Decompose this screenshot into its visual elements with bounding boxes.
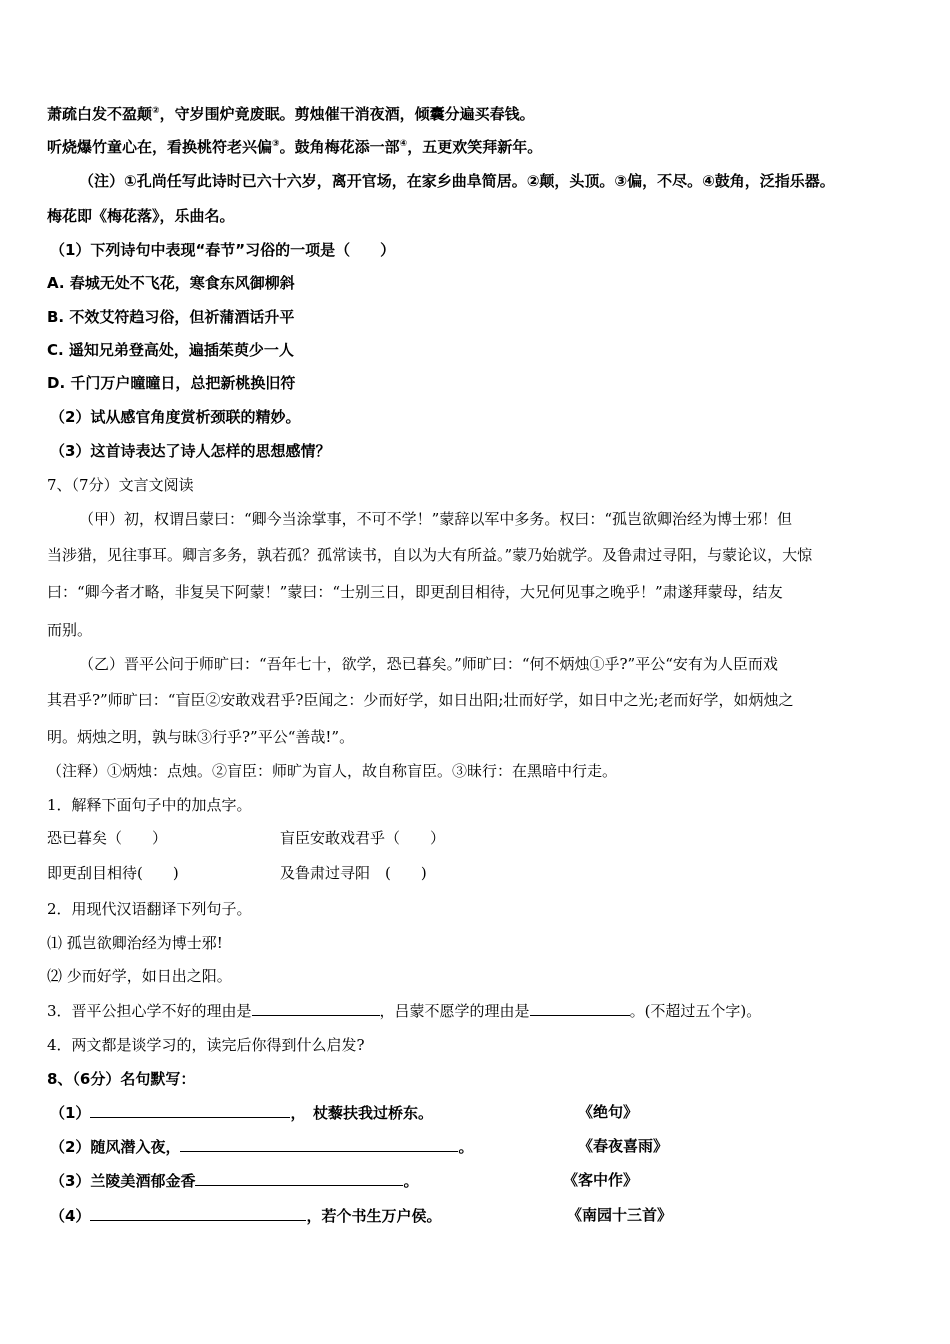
q8-row-4-blank[interactable] (90, 1205, 306, 1221)
q7-yi-line-1: （乙）晋平公问于师旷曰：“吾年七十，欲学，恐已暮矣。”师旷曰：“何不炳烛①乎?”平公“安有为人臣而戏 (79, 655, 778, 673)
q7-annotation: （注释）①炳烛：点烛。②盲臣：师旷为盲人，故自称盲臣。③昧行：在黑暗中行走。 (47, 762, 618, 780)
poem-note-2: 梅花即《梅花落》，乐曲名。 (47, 207, 235, 225)
q8-row-2: （2）随风潜入夜， 。 (50, 1138, 474, 1156)
q7-heading: 7、（7分）文言文阅读 (47, 476, 194, 494)
q7-q1-d: 及鲁肃过寻阳 ( ) (280, 864, 427, 882)
poem-line-2: 听烧爆竹童心在，看换桃符老兴偏③。鼓角梅花添一部④，五更欢笑拜新年。 (47, 138, 543, 156)
q8-row-3-source: 《客中作》 (563, 1171, 639, 1189)
q7-q4: 4．两文都是谈学习的，读完后你得到什么启发? (47, 1036, 365, 1054)
q7-q3-blank-1[interactable] (252, 1000, 380, 1016)
q7-q2-1: ⑴ 孤岂欲卿治经为博士邪! (47, 934, 223, 952)
q7-q1: 1．解释下面句子中的加点字。 (47, 796, 252, 814)
poem-line-1: 萧疏白发不盈颠②，守岁围炉竟废眠。剪烛催干消夜酒，倾囊分遍买春钱。 (47, 105, 535, 123)
q7-q3: 3．晋平公担心学不好的理由是 ，吕蒙不愿学的理由是 。(不超过五个字)。 (47, 1002, 762, 1020)
q6-option-a: A. 春城无处不飞花，寒食东风御柳斜 (47, 274, 295, 292)
q7-q1-b: 盲臣安敢戏君乎（ ） (280, 829, 446, 847)
q8-row-4: （4） ，若个书生万户侯。 (50, 1207, 442, 1225)
q8-row-2-blank[interactable] (180, 1136, 458, 1152)
q8-row-2-source: 《春夜喜雨》 (578, 1137, 669, 1155)
q8-row-1-source: 《绝句》 (578, 1103, 639, 1121)
q7-yi-line-2: 其君乎?”师旷曰：“盲臣②安敢戏君乎?臣闻之：少而好学，如日出阳;壮而好学，如日中之光;老而好学，如炳烛之 (47, 691, 794, 709)
q8-row-4-source: 《南园十三首》 (567, 1206, 673, 1224)
q7-q1-c: 即更刮目相待( ) (47, 864, 179, 882)
q8-row-1: （1） ， 杖藜扶我过桥东。 (50, 1104, 433, 1122)
q6-sub3: （3）这首诗表达了诗人怎样的思想感情？ (50, 442, 331, 460)
q7-jia-line-1: （甲）初，权谓吕蒙曰：“卿今当涂掌事，不可不学！”蒙辞以军中多务。权曰：“孤岂欲卿治经为博士邪！但 (79, 510, 793, 528)
q6-option-c: C. 遥知兄弟登高处，遍插茱萸少一人 (47, 341, 294, 359)
q6-option-d: D. 千门万户曈曈日，总把新桃换旧符 (47, 374, 296, 392)
q8-row-1-blank[interactable] (90, 1102, 290, 1118)
q6-sub1: （1）下列诗句中表现“春节”习俗的一项是（ ） (50, 241, 396, 259)
q8-row-3: （3）兰陵美酒郁金香 。 (50, 1172, 419, 1190)
q7-jia-line-3: 曰：“卿今者才略，非复吴下阿蒙！”蒙曰：“士别三日，即更刮目相待，大兄何见事之晚乎！”肃遂拜蒙母，结友 (47, 583, 783, 601)
q7-q1-a: 恐已暮矣（ ） (47, 829, 168, 847)
q7-jia-line-4: 而别。 (47, 621, 93, 639)
q8-heading: 8、（6分）名句默写： (47, 1070, 196, 1088)
q7-q3-blank-2[interactable] (530, 1000, 630, 1016)
q6-sub2: （2）试从感官角度赏析颈联的精妙。 (50, 408, 301, 426)
q7-jia-line-2: 当涉猎，见往事耳。卿言多务，孰若孤？孤常读书，自以为大有所益。”蒙乃始就学。及鲁肃过寻阳，与蒙论议，大惊 (47, 546, 813, 564)
q7-q2: 2．用现代汉语翻译下列句子。 (47, 900, 252, 918)
q6-option-b: B. 不效艾符趋习俗，但祈蒲酒话升平 (47, 308, 295, 326)
q7-q2-2: ⑵ 少而好学，如日出之阳。 (47, 967, 232, 985)
q7-yi-line-3: 明。炳烛之明，孰与昧③行乎?”平公“善哉!”。 (47, 728, 355, 746)
poem-note-1: （注）①孔尚任写此诗时已六十六岁，离开官场，在家乡曲阜简居。②颠，头顶。③偏，不尽。④鼓角，泛指乐器。 (79, 172, 835, 190)
q8-row-3-blank[interactable] (195, 1170, 403, 1186)
